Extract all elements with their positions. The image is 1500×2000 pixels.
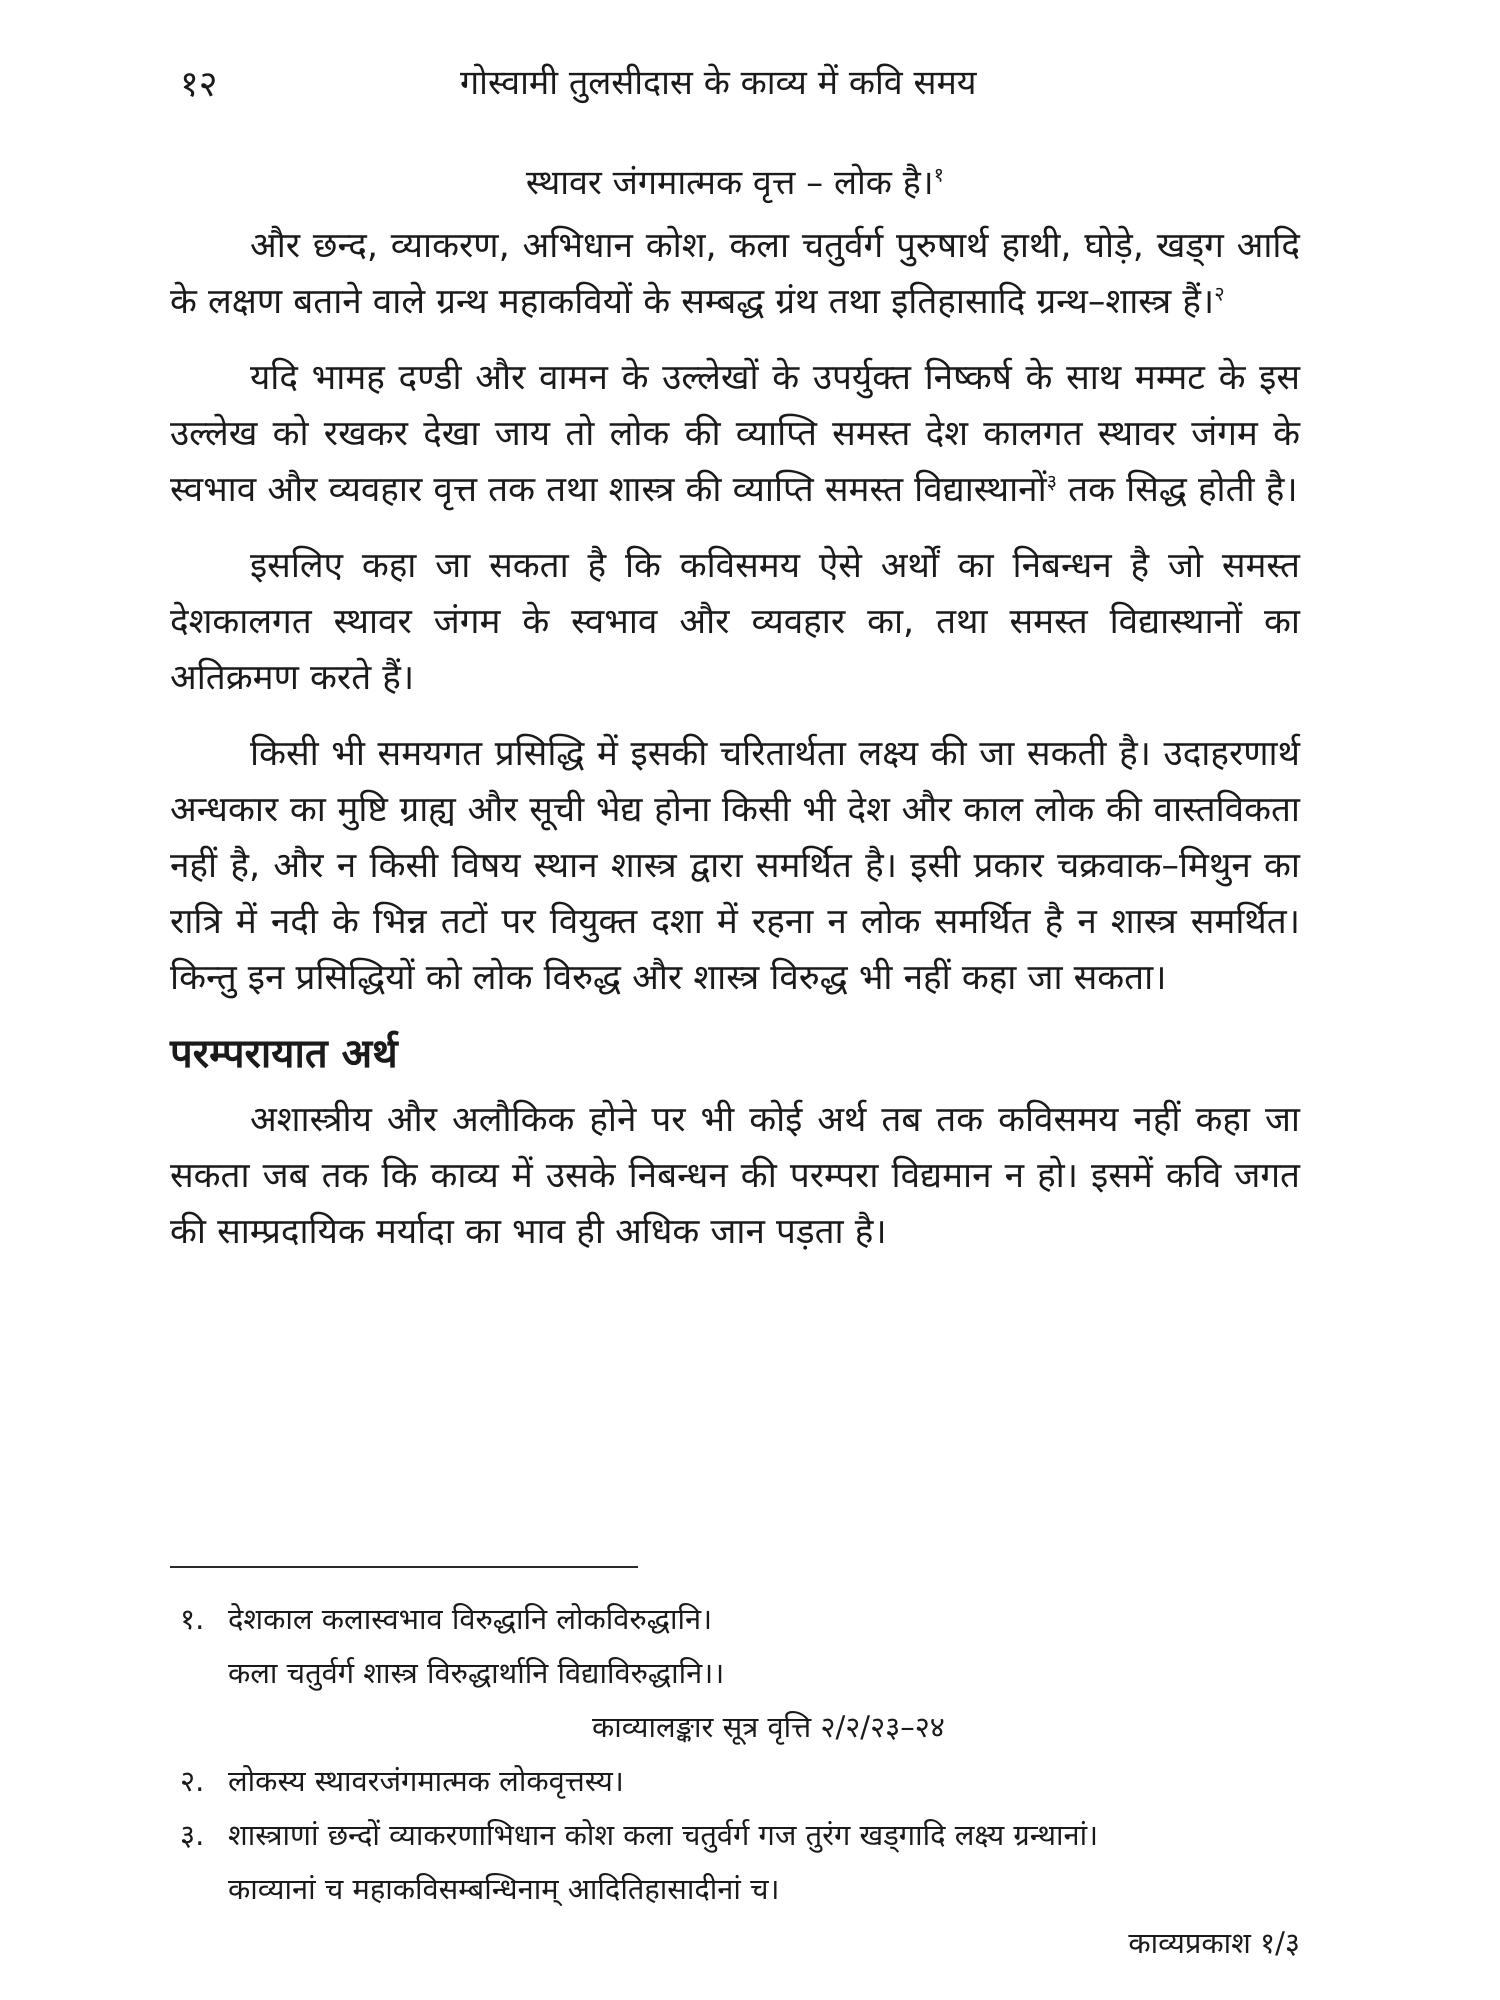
footnote-number: १.	[180, 1602, 205, 1636]
footnote-ref-2: २	[1214, 281, 1225, 306]
footnote-1-line-2: कला चतुर्वर्ग शास्त्र विरुद्धार्थानि विद्याविरुद्धानि।।	[228, 1656, 725, 1690]
footnote-3-source: काव्यप्रकाश १/३	[1128, 1926, 1300, 1960]
running-title: गोस्वामी तुलसीदास के काव्य में कवि समय	[460, 63, 977, 103]
paragraph-1: और छन्द, व्याकरण, अभिधान कोश, कला चतुर्वर्ग पुरुषार्थ हाथी, घोड़े, खड्ग आदि के लक्षण बताने वाले ग्रन्थ महाकवियों के सम्बद्ध ग्रंथ तथा इतिहासादि ग्रन्थ–शास्त्र हैं।$^२$	[170, 226, 1300, 322]
body-text	[170, 160, 1300, 1280]
paragraph-5: अशास्त्रीय और अलौकिक होने पर भी कोई अर्थ तब तक कविसमय नहीं कहा जा सकता जब तक कि काव्य में उसके निबन्धन की परम्परा विद्यमान न हो। इसमें कवि जगत की साम्प्रदायिक मर्यादा का भाव ही अधिक जान पड़ता है।	[170, 1100, 1300, 1252]
footnote-3: ३. शास्त्राणां छन्दों व्याकरणाभिधान कोश कला चतुर्वर्ग गज तुरंग खड्गादि लक्ष्य ग्रन्थानां।	[180, 1808, 1300, 1862]
paragraph-3: इसलिए कहा जा सकता है कि कविसमय ऐसे अर्थों का निबन्धन है जो समस्त देशकालगत स्थावर जंगम के स्वभाव और व्यवहार का, तथा समस्त विद्यास्थानों का अतिक्रमण करते हैं।	[170, 546, 1300, 698]
page-header	[180, 58, 1330, 118]
footnote-ref-3: ३	[1046, 469, 1058, 494]
paragraph-2: यदि भामह दण्डी और वामन के उल्लेखों के उपर्युक्त निष्कर्ष के साथ मम्मट के इस उल्लेख को रखकर देखा जाय तो लोक की व्याप्ति समस्त देश कालगत स्थावर जंगम के स्वभाव और व्यवहार वृत्त तक तथा शास्त्र की व्याप्ति समस्त विद्यास्थानों$^३$ तक सिद्ध होती है।	[170, 358, 1300, 510]
section-heading: परम्परायात अर्थ	[170, 1031, 398, 1077]
paragraph-4: किसी भी समयगत प्रसिद्धि में इसकी चरितार्थता लक्ष्य की जा सकती है। उदाहरणार्थ अन्धकार का मुष्टि ग्राह्य और सूची भेद्य होना किसी भी देश और काल लोक की वास्तविकता नहीं है, और न किसी विषय स्थान शास्त्र द्वारा समर्थित है। इसी प्रकार चक्रवाक–मिथुन का रात्रि में नदी के भिन्न तटों पर वियुक्त दशा में रहना न लोक समर्थित है न शास्त्र समर्थित। किन्तु इन प्रसिद्धियों को लोक विरुद्ध और शास्त्र विरुद्ध भी नहीं कहा जा सकता।	[170, 734, 1300, 998]
footnote-number: ३.	[180, 1818, 205, 1852]
footnote-3-line-2: काव्यानां च महाकविसम्बन्धिनाम् आदितिहासादीनां च।	[228, 1872, 780, 1906]
footnote-2: २. लोकस्य स्थावरजंगमात्मक लोकवृत्तस्य।	[180, 1754, 1300, 1808]
footnote-ref-1: १	[933, 162, 945, 187]
definition-line: स्थावर जंगमात्मक वृत्त – लोक है।$^१$	[525, 162, 945, 203]
footnote-number: २.	[180, 1764, 205, 1798]
footnote-1: १. देशकाल कलास्वभाव विरुद्धानि लोकविरुद्धानि।	[180, 1592, 1300, 1646]
page-number: १२	[180, 64, 218, 105]
footnotes	[180, 1592, 1300, 1970]
footnote-1-source: काव्यालङ्कार सूत्र वृत्ति २/२/२३–२४	[592, 1710, 945, 1744]
footnote-divider	[170, 1566, 638, 1568]
